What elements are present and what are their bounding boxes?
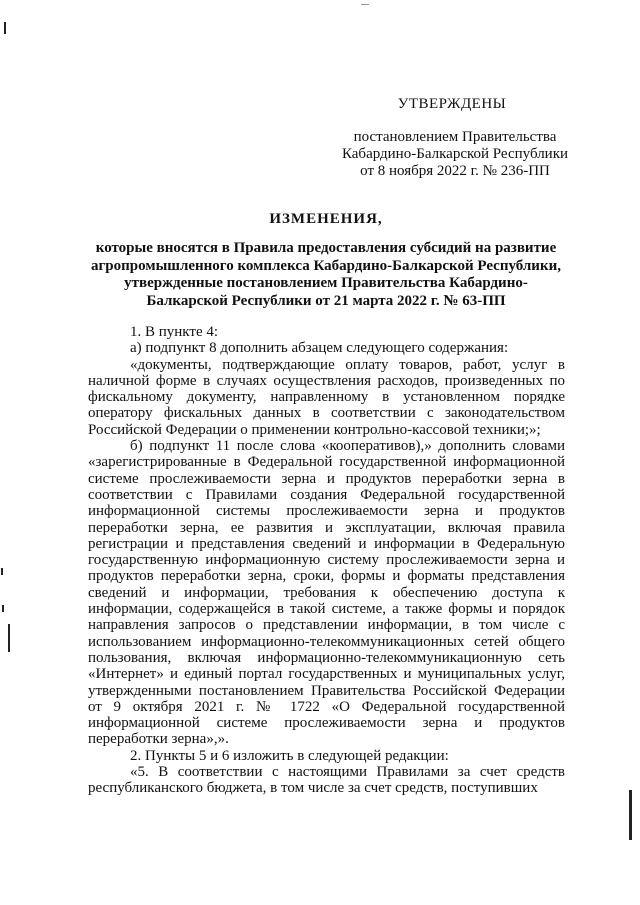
document-subtitle: которые вносятся в Правила предоставления субсидий на развитие агропромышленного комплекса Кабардино-Балкарской Республики, утвержденные постановлением Правительства Кабардино-Балкарской Республики от 21 марта 2022 г. № 63-ПП xyxy=(91,240,561,309)
scan-mark-left-2 xyxy=(2,605,4,612)
approval-heading: УТВЕРЖДЕНЫ xyxy=(397,96,507,112)
paragraph: 2. Пункты 5 и 6 изложить в следующей редакции: xyxy=(130,747,449,764)
paragraph: 1. В пункте 4: xyxy=(130,324,219,340)
scan-mark-top-left xyxy=(4,22,6,34)
scan-mark-left-3 xyxy=(8,624,10,652)
scan-mark-left-1 xyxy=(1,568,3,575)
paragraph: «5. В соответствии с настоящими Правилами за счет средств республиканского бюджета, в том числе за счет средств, поступивших xyxy=(88,764,565,797)
paragraph: б) подпункт 11 после слова «кооперативов),» дополнить словами «зарегистрированные в Федеральной государственной информационной системе прослеживаемости зерна и продуктов переработки зерна в соответствии с Правилами создания Федеральной государственной информационной системы прослеживаемости зерна и продуктов переработки зерна, ее развития и эксплуатации, включая правила регистрации и представления сведений и информации в Федеральную государственную информационную систему прослеживаемости зерна и продуктов переработки зерна, сроки, формы и форматы представления сведений и информации, требования к обеспечению доступа к информации, содержащейся в такой системе, а также формы и порядок направления запросов о представлении информации, в том числе с использованием информационно-телекоммуникационных сетей общего пользования, включая информационно-телекоммуникационную сеть «Интернет» и единый портал государственных и муниципальных услуг, утвержденными постановлением Правительства Российской Федерации от 9 октября 2021 г. № 1722 «О Федеральной государственной информационной системе прослеживаемости зерна и продуктов переработки зерна»,». xyxy=(88,438,565,748)
approval-block xyxy=(340,96,570,180)
approval-line: от 8 ноября 2022 г. № 236-ПП xyxy=(360,163,550,179)
scan-mark-top-center xyxy=(361,4,369,5)
approval-line: Кабардино-Балкарской Республики xyxy=(341,146,569,162)
approval-line: постановлением Правительства xyxy=(353,129,557,145)
paragraph: «документы, подтверждающие оплату товаров, работ, услуг в наличной форме в случаях осуществления расходов, произведенных по фискальному документу, направленному в установленном порядке оператору фискальных данных в соответствии с законодательством Российской Федерации о применении контрольно-кассовой техники;»; xyxy=(88,356,565,438)
document-title: ИЗМЕНЕНИЯ, xyxy=(269,211,383,227)
document-body xyxy=(88,324,565,797)
scan-mark-right xyxy=(629,790,632,840)
paragraph: а) подпункт 8 дополнить абзацем следующего содержания: xyxy=(130,340,509,357)
